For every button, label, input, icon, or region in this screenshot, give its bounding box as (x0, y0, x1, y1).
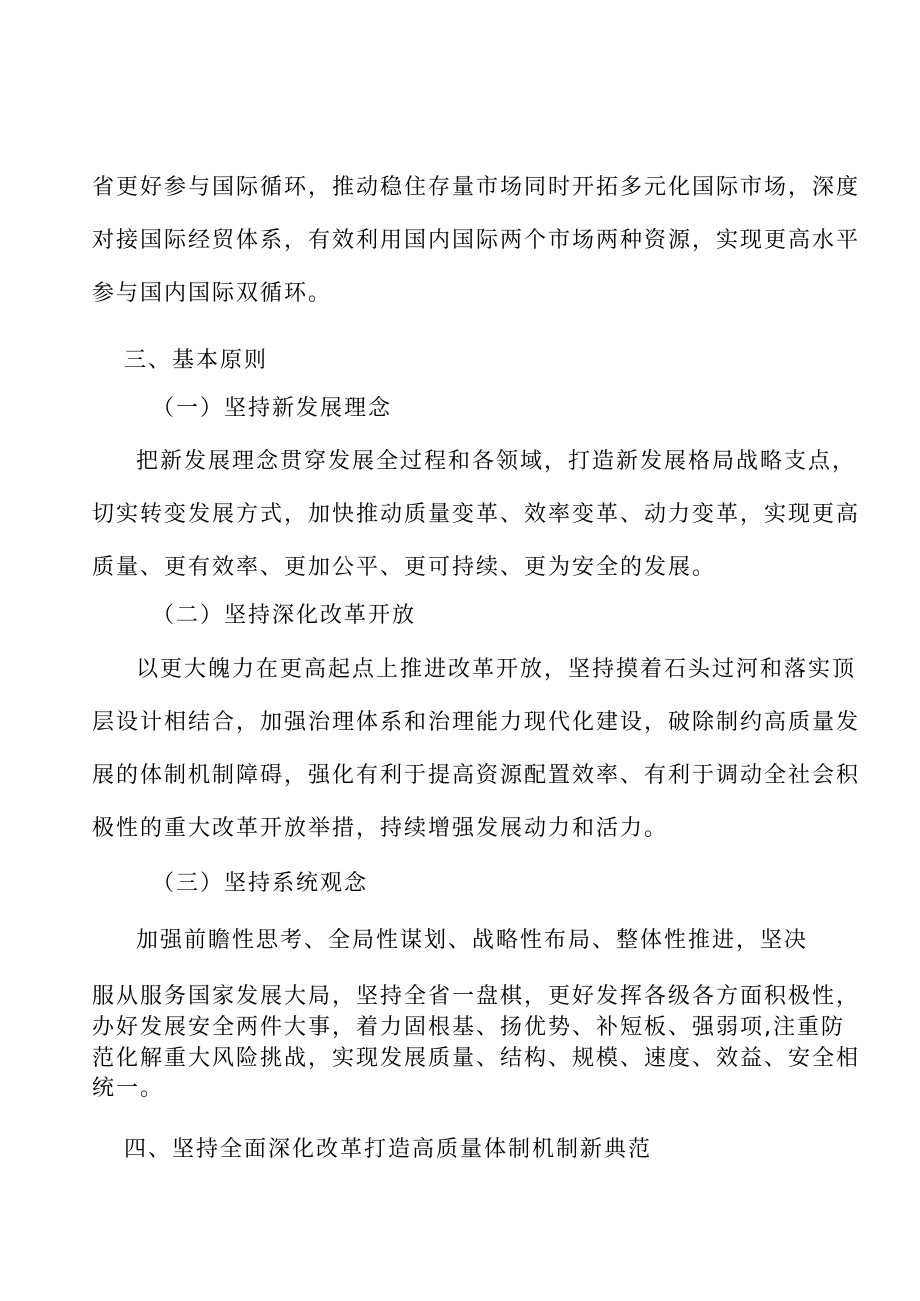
paragraph-line: 范化解重大风险挑战，实现发展质量、结构、规模、速度、效益、安全相 (92, 1046, 861, 1071)
paragraph-line: 质量、更有效率、更加公平、更可持续、更为安全的发展。 (92, 555, 717, 580)
paragraph-line: 对接国际经贸体系，有效利用国内国际两个市场两种资源，实现更高水平 (92, 228, 861, 253)
paragraph-line: 省更好参与国际循环，推动稳住存量市场同时开拓多元化国际市场，深度 (92, 175, 861, 200)
principle-heading: （二）坚持深化改革开放 (152, 603, 417, 628)
paragraph-line: 服从服务国家发展大局，坚持全省一盘棋，更好发挥各级各方面积极性， (92, 984, 861, 1009)
paragraph-line: 以更大魄力在更高起点上推进改革开放，坚持摸着石头过河和落实顶 (136, 657, 857, 682)
paragraph-line: 层设计相结合，加强治理体系和治理能力现代化建设，破除制约高质量发 (92, 710, 861, 735)
principle-heading: （三）坚持系统观念 (152, 871, 369, 896)
paragraph-line: 极性的重大改革开放举措，持续增强发展动力和活力。 (92, 816, 669, 841)
section-heading-three: 三、基本原则 (124, 348, 269, 373)
principle-heading: （一）坚持新发展理念 (152, 396, 393, 421)
paragraph-line: 加强前瞻性思考、全局性谋划、战略性布局、整体性推进，坚决 (136, 928, 809, 953)
paragraph-line: 参与国内国际双循环。 (92, 281, 333, 306)
paragraph-line: 展的体制机制障碍，强化有利于提高资源配置效率、有利于调动全社会积 (92, 763, 861, 788)
paragraph-line: 办好发展安全两件大事，着力固根基、扬优势、补短板、强弱项,注重防 (92, 1015, 845, 1040)
paragraph-line: 统一。 (92, 1076, 165, 1101)
paragraph-line: 切实转变发展方式，加快推动质量变革、效率变革、动力变革，实现更高 (92, 502, 861, 527)
section-heading-four: 四、坚持全面深化改革打造高质量体制机制新典范 (124, 1137, 653, 1162)
paragraph-line: 把新发展理念贯穿发展全过程和各领域，打造新发展格局战略支点， (136, 449, 857, 474)
